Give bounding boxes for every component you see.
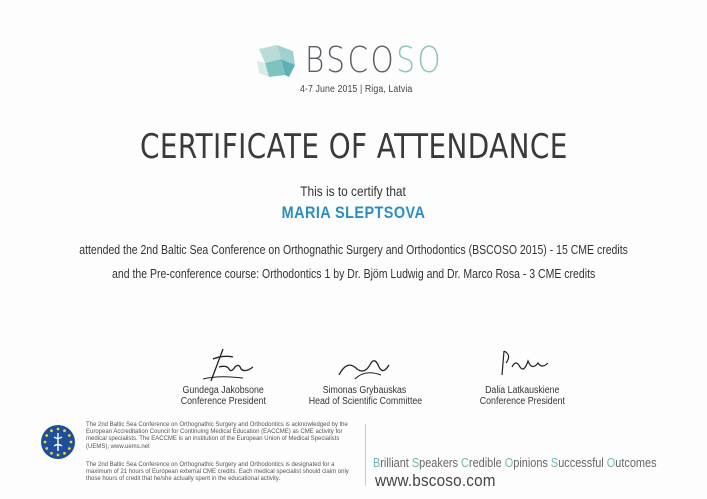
accreditation-text: The 2nd Baltic Sea Conference on Orthognathic Surgery and Orthodontics is acknowledged by the European Accreditation Council for Continuing Medical Education (EACCME) as CME activity for medical specialists. The EACCME is an institution of the European Union of Medical Specialists (UEMS), www.uems.net bbox=[86, 422, 348, 450]
credits-text: The 2nd Baltic Sea Conference on Orthognathic Surgery and Orthodontics is designated for a maximum of 21 hours of European external CME credits. Each medical specialist should claim only those hours of credit that he/she actually spent in the educational activity. bbox=[86, 462, 349, 483]
handwritten-signature-2 bbox=[325, 345, 405, 385]
eu-uems-logo-icon bbox=[40, 424, 76, 460]
website-link[interactable]: www.bscoso.com bbox=[375, 471, 496, 490]
conference-logo bbox=[0, 40, 707, 95]
signatory-role: Conference President bbox=[180, 396, 266, 407]
handwritten-signature-3 bbox=[482, 345, 562, 385]
certify-text: This is to certify that bbox=[300, 184, 407, 199]
certificate-title: CERTIFICATE OF ATTENDANCE bbox=[139, 127, 568, 167]
logo-wordmark: BSCOSO bbox=[305, 40, 444, 81]
signatory-role: Conference President bbox=[479, 396, 565, 407]
signatory-name: Gundega Jakobsone bbox=[182, 385, 264, 396]
event-date-location: 4-7 June 2015 | Riga, Latvia bbox=[300, 84, 413, 95]
attendee-name: MARIA SLEPTSOVA bbox=[281, 203, 426, 222]
signatory-role: Head of Scientific Committee bbox=[308, 396, 422, 407]
signatory-name: Dalia Latkauskiene bbox=[484, 385, 560, 396]
footer-divider bbox=[365, 424, 366, 486]
conference-tagline: Brilliant Speakers Credible Opinions Successful Outcomes bbox=[373, 455, 657, 470]
attendance-line-2: and the Pre-conference course: Orthodontics 1 by Dr. Bjöm Ludwig and Dr. Marco Rosa - 3 CME credits bbox=[111, 267, 596, 281]
bscoso-logo-mark-icon bbox=[255, 43, 299, 79]
signature-block-2 bbox=[280, 345, 450, 407]
signature-block-3 bbox=[437, 345, 607, 407]
signatory-name: Simonas Grybauskas bbox=[323, 385, 407, 396]
handwritten-signature-1 bbox=[183, 345, 263, 385]
attendance-line-1: attended the 2nd Baltic Sea Conference on Orthognathic Surgery and Orthodontics (BSCOSO 2015) - 15 CME credits bbox=[79, 243, 628, 257]
